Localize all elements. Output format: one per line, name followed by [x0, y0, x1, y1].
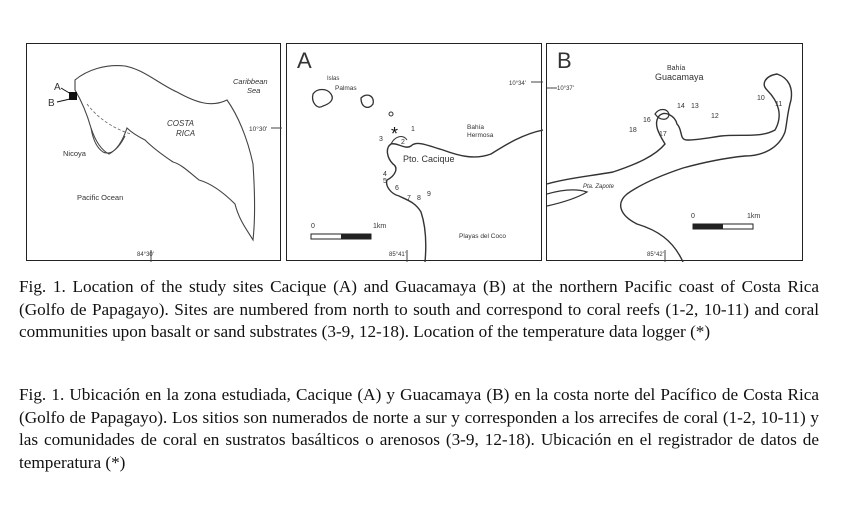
- scale-bar-fill: [341, 234, 371, 239]
- palmas-label: Palmas: [335, 85, 357, 92]
- site-16-label: 16: [643, 117, 651, 124]
- site-6-label: 6: [395, 185, 399, 192]
- figure-caption-english: Fig. 1. Location of the study sites Cacique (A) and Guacamaya (B) at the northern Pacific coast of Costa Rica (Golfo de Papagayo). Sites are numbered from north to south and correspond to coral reefs (1-2, 10-11) and coral communities upon basalt or sand substrates (3-9, 12-18). Location of the temperature data logger (*): [19, 277, 819, 341]
- figure-caption-spanish: Fig. 1. Ubicación en la zona estudiada, Cacique (A) y Guacamaya (B) en la costa norte del Pacífico de Costa Rica (Golfo de Papagayo). Los sitios son numerados de norte a sur y corresponden a los arrecifes de coral (1-2, 10-11) y las comunidades de coral en sustratos basálticos o arenosos (3-9, 12-18). Ubicación en el registrador de datos de temperatura (*): [19, 385, 819, 472]
- scale-0-label: 0: [311, 223, 315, 230]
- site-1-label: 1: [411, 126, 415, 133]
- costa-rica-coastline: [75, 66, 255, 240]
- island-small: [389, 112, 393, 116]
- caribbean-label: Caribbean: [233, 77, 268, 86]
- pta-zapote-label: Pta. Zapote: [583, 184, 615, 190]
- hermosa-label: Hermosa: [467, 132, 494, 139]
- bahia-label: Bahía: [467, 124, 484, 131]
- site-8-label: 8: [417, 195, 421, 202]
- site-13-label: 13: [691, 103, 699, 110]
- pacific-ocean-label: Pacific Ocean: [77, 193, 124, 202]
- overview-map-panel: [26, 43, 281, 261]
- panel-a-cacique: [286, 43, 542, 261]
- cacique-map: [287, 44, 543, 262]
- site-a-label: A: [54, 82, 61, 93]
- marker-pointer-a: [61, 88, 71, 94]
- site-10-label: 10: [757, 95, 765, 102]
- panel-b-letter: B: [557, 48, 572, 73]
- nicoya-label: Nicoya: [63, 149, 86, 158]
- lat-tick-label: 10°30': [249, 126, 268, 133]
- scale-1km-label: 1km: [747, 213, 761, 220]
- scale-bar-fill: [693, 224, 723, 229]
- scale-1km-label: 1km: [373, 223, 387, 230]
- site-b-label: B: [48, 98, 55, 109]
- gulf-coast-detail: [87, 104, 131, 134]
- coord-bottom-label: 85°42': [647, 252, 664, 258]
- sea-label: Sea: [247, 86, 261, 95]
- lon-tick-label: 84°30': [137, 252, 154, 258]
- pto-cacique-label: Pto. Cacique: [403, 154, 455, 164]
- costa-label: COSTA: [167, 119, 194, 128]
- site-18-label: 18: [629, 127, 637, 134]
- site-17-label: 17: [659, 131, 667, 138]
- site-5-label: 5: [383, 178, 387, 185]
- coord-bottom-label: 85°41': [389, 252, 406, 258]
- panel-a-letter: A: [297, 48, 312, 73]
- site-4-label: 4: [383, 171, 387, 178]
- zapote-peninsula: [547, 190, 587, 206]
- data-logger-asterisk: *: [391, 124, 399, 144]
- playas-del-coco-label: Playas del Coco: [459, 233, 506, 240]
- island-large: [313, 90, 333, 108]
- bahia-label: Bahía: [667, 65, 686, 72]
- guacamaya-map: [547, 44, 804, 262]
- site-3-label: 3: [379, 136, 383, 143]
- marker-pointer-b: [57, 99, 70, 102]
- coord-left-label: 10°37': [557, 86, 574, 92]
- site-14-label: 14: [677, 103, 685, 110]
- coord-top-label: 10°34': [509, 81, 526, 87]
- rica-label: RICA: [176, 129, 196, 138]
- overview-map: [27, 44, 282, 262]
- panel-b-guacamaya: [546, 43, 803, 261]
- guacamaya-label: Guacamaya: [655, 72, 704, 82]
- site-12-label: 12: [711, 113, 719, 120]
- site-2-label: 2: [401, 139, 405, 146]
- island-medium: [361, 95, 373, 107]
- guacamaya-coastline: [547, 74, 791, 262]
- site-9-label: 9: [427, 191, 431, 198]
- scale-0-label: 0: [691, 213, 695, 220]
- islas-label: Islas: [327, 76, 340, 82]
- site-11-label: 11: [775, 101, 783, 108]
- site-7-label: 7: [407, 195, 411, 202]
